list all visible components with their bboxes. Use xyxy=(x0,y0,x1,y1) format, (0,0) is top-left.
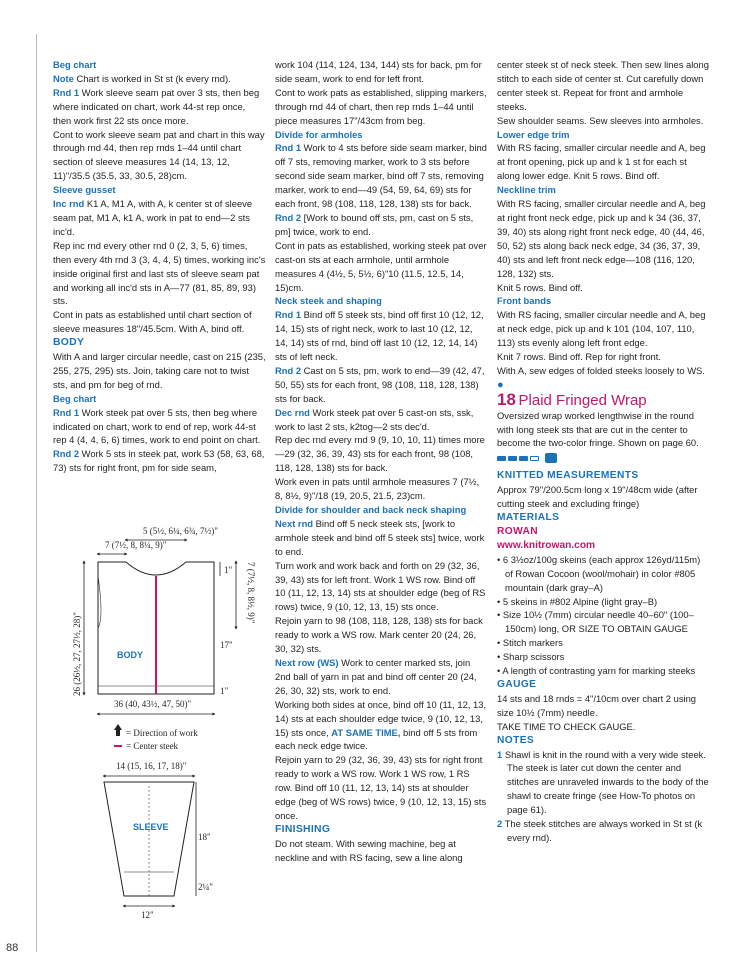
brand-url[interactable]: www.knitrowan.com xyxy=(497,539,596,551)
with-a-text: With A, sew edges of folded steeks loosely to WS. xyxy=(497,364,705,376)
cuff-width-label: 12" xyxy=(141,910,154,920)
finishing-heading: FINISHING xyxy=(275,823,331,835)
turn-paragraph: Turn work and work back and forth on 29 (32, 36, 39, 43) sts for left front. Work 1 WS row. Bind off 10 (11, 12, 13, 14) sts at shoulder edge (beg of RS rows) twice, 9 (10, 12, 13, 15) sts once. xyxy=(275,559,486,613)
rejoin-paragraph: Rejoin yarn to 98 (108, 118, 128, 138) sts for back ready to work a WS row. Mark center 20 (24, 26, 30, 32) sts. xyxy=(275,615,483,655)
cont-top-paragraph: center steek st of neck steek. Then sew lines along stitch to each side of center st. Cut carefully down center steek st. Repeat for front and armhole steeks. xyxy=(497,59,709,112)
rejoin2-paragraph: Rejoin yarn to 29 (32, 36, 39, 43) sts for right front ready to work a WS row. Work 1 WS row, 1 RS row. Bind off 10 (11, 12, 13, 14) sts at shoulder edge (beg of WS rows) twice, 9 (10, 12, 13, 15) sts once. xyxy=(275,754,487,821)
material-item: • Size 10½ (7mm) circular needle 40–60" (100–150cm) long, OR SIZE TO OBTAIN GAUGE xyxy=(497,609,694,635)
neck-width-label: 5 (5½, 6¼, 6¾, 7½)" xyxy=(143,526,218,536)
work-even-paragraph: Work even in pats until armhole measures 7 (7½, 8, 8½, 9)"/18 (19, 20.5, 21.5, 23)cm. xyxy=(275,476,480,502)
brnd2-paragraph xyxy=(53,447,266,475)
both-sides-text-b: bind off 5 sts from each neck edge twice. xyxy=(275,726,478,752)
skill-segment xyxy=(497,456,506,461)
arnd2-paragraph xyxy=(275,211,488,239)
nrnd1-paragraph xyxy=(275,308,488,364)
materials-heading: MATERIALS xyxy=(497,512,560,524)
column-2 xyxy=(275,58,488,865)
gauge-check: TAKE TIME TO CHECK GAUGE. xyxy=(497,720,636,732)
arnd1-text: Work to 4 sts before side seam marker, bind off 7 sts, removing marker, work to 3 sts before second side seam marker, bind off 7 sts, removing marker, work to end—49 (54, 59, 64, 69) sts for each front, 98 (108, 118, 128, 138) sts for back. xyxy=(275,142,487,210)
pattern-title xyxy=(497,389,709,409)
legend-direction: = Direction of work xyxy=(126,728,198,738)
sleeve-label: SLEEVE xyxy=(133,822,169,832)
brnd2-label: Rnd 2 xyxy=(53,448,80,460)
notes-heading: NOTES xyxy=(497,734,535,746)
column-1 xyxy=(53,58,266,475)
end-dot-icon: ● xyxy=(497,378,504,391)
sleeve-length-label: 18" xyxy=(198,832,211,842)
neckline-paragraph: With RS facing, smaller circular needle and A, beg at right front neck edge, pick up and k 34 (36, 37, 39, 40) sts along right front neck edge, 40 (44, 46, 50, 52) sts along back neck edge, 34 (36, 37, 39, 40) sts and left front neck edge—108 (116, 120, 128, 132) sts. xyxy=(497,198,706,279)
pattern-title-text: Plaid Fringed Wrap xyxy=(518,391,647,409)
material-item: • Stitch markers xyxy=(497,637,563,649)
rep-inc-paragraph: Rep inc rnd every other rnd 0 (2, 3, 5, 6) times, then every 4th rnd 3 (3, 4, 4, 5) times, working inc's inside original first and last sts of sleeve seam pat and working all inc'd sts in A—77 (81, 85, 89, 93) sts. xyxy=(53,239,266,307)
skill-segment xyxy=(508,456,517,461)
material-item-text: Size 10½ (7mm) circular needle 40–60" (100–150cm) long, OR SIZE TO OBTAIN GAUGE xyxy=(502,609,694,635)
sleeve-top-label: 14 (15, 16, 17, 18)" xyxy=(116,761,187,771)
skill-segment xyxy=(530,456,539,461)
cuff-length-label: 2¼" xyxy=(198,882,213,892)
direction-arrow-icon xyxy=(114,724,122,736)
lower-edge-paragraph: With RS facing, smaller circular needle and A, beg at front opening, pick up and k 1 st for each st along lower edge. Knit 5 rows. Bind off. xyxy=(497,142,706,182)
beg-chart-heading: Beg chart xyxy=(53,59,97,70)
beg-chart2-heading: Beg chart xyxy=(53,392,97,404)
note-label: Note xyxy=(53,72,74,84)
body-label: BODY xyxy=(117,650,144,660)
brand-name: ROWAN xyxy=(497,526,539,537)
note-item xyxy=(497,817,709,845)
legend-steek: = Center steek xyxy=(126,741,179,751)
armhole-depth-label: 7 (7½, 8, 8½, 9)" xyxy=(246,562,256,624)
body-height-label: 17" xyxy=(220,640,233,650)
page-number: 88 xyxy=(6,942,19,954)
material-item: • 5 skeins in #802 Alpine (light gray–B) xyxy=(497,595,658,607)
material-item: • Sharp scissors xyxy=(497,651,565,663)
cont-pats-paragraph: Cont to work pats as established, slipping markers, through rnd 44 of chart, then rep rnds 1–44 until piece measures 17"/43cm from beg. xyxy=(275,86,487,126)
body-width-label: 36 (40, 43½, 47, 50)" xyxy=(114,699,192,709)
next-rnd-label: Next rnd xyxy=(275,517,314,529)
nrnd2-text: Cast on 5 sts, pm, work to end—39 (42, 47, 50, 55) sts for each front, 98 (108, 118, 128, 138) sts for back. xyxy=(275,364,485,404)
next-rnd-paragraph xyxy=(275,517,488,559)
measurements-heading: KNITTED MEASUREMENTS xyxy=(497,470,639,482)
material-item-text: A length of contrasting yarn for marking steeks xyxy=(502,665,696,677)
dec-text: Work steek pat over 5 cast-on sts, ssk, work to last 2 sts, k2tog—2 sts dec'd. xyxy=(275,406,474,432)
nrnd2-label: Rnd 2 xyxy=(275,364,302,376)
nrnd1-label: Rnd 1 xyxy=(275,309,302,321)
inc-label: Inc rnd xyxy=(53,198,85,210)
rnd1-label: Rnd 1 xyxy=(53,86,80,98)
rnd1-text: Work sleeve seam pat over 3 sts, then beg where indicated on chart, work 44-st rep once, then work first 22 sts once more. xyxy=(53,86,260,126)
material-item: • A length of contrasting yarn for marking steeks xyxy=(497,665,696,677)
skill-level-indicator xyxy=(497,453,709,463)
nrnd1-text: Bind off 5 steek sts, bind off first 10 (12, 12, 14, 15) sts of right neck, work to last 10 (12, 12, 14, 14) sts of rnd, bind off last 10 (12, 12, 14, 14) sts of left neck. xyxy=(275,309,484,363)
rnd1-paragraph xyxy=(53,86,266,128)
material-item-text: Sharp scissors xyxy=(502,651,565,663)
arnd1-label: Rnd 1 xyxy=(275,142,302,154)
arnd2-label: Rnd 2 xyxy=(275,211,302,223)
note-text: Chart is worked in St st (k every rnd). xyxy=(76,72,231,84)
sleeve-gusset-heading: Sleeve gusset xyxy=(53,184,116,196)
neck-heading: Neck steek and shaping xyxy=(275,295,382,307)
arnd2-text: [Work to bound off sts, pm, cast on 5 sts, pm] twice, work to end. xyxy=(275,211,474,237)
front-bands-heading: Front bands xyxy=(497,295,552,307)
cont-pats-paragraph: Cont in pats as established until chart section of sleeve measures 18"/45.5cm. With A, bind off. xyxy=(53,309,252,335)
arnd1-paragraph xyxy=(275,141,488,211)
armholes-heading: Divide for armholes xyxy=(275,128,363,140)
brnd1-paragraph xyxy=(53,406,266,448)
note-text: The steek stitches are always worked in St st (k every rnd). xyxy=(504,818,703,843)
with-a-paragraph xyxy=(497,364,709,393)
note-paragraph xyxy=(53,72,266,86)
lower-edge-heading: Lower edge trim xyxy=(497,128,570,140)
both-sides-text-a: Working both sides at once, bind off 10 (11, 12, 13, 14) sts at each shoulder edge twice, 9 (10, 12, 13, 15) sts once, xyxy=(275,698,487,738)
camera-icon xyxy=(545,453,557,463)
knit7-paragraph: Knit 7 rows. Bind off. Rep for right front. xyxy=(497,351,661,363)
material-item-text: 5 skeins in #802 Alpine (light gray–B) xyxy=(502,595,658,607)
intro-paragraph: Oversized wrap worked lengthwise in the round with long steek sts that are cut in the center to become the two-color fringe. Shown on page 60. xyxy=(497,409,699,449)
material-item: • 6 3½oz/100g skeins (each approx 126yd/115m) of Rowan Cocoon (wool/mohair) in color #805 mountain (dark gray–A) xyxy=(497,553,701,593)
cont-top-paragraph: work 104 (114, 124, 134, 144) sts for back, pm for side seam, work to end for left front. xyxy=(275,59,482,84)
sew-paragraph: Sew shoulder seams. Sew sleeves into armholes. xyxy=(497,114,704,126)
shoulder-heading: Divide for shoulder and back neck shaping xyxy=(275,504,467,515)
note-number: 2 xyxy=(497,818,503,830)
front-bands-paragraph: With RS facing, smaller circular needle and A, beg at neck edge, pick up and k 101 (104, 107, 110, 113) sts evenly along left front edge. xyxy=(497,309,706,349)
body-paragraph: With A and larger circular needle, cast on 215 (235, 255, 275, 295) sts. Join, taking care not to twist sts, and pm for beg of rnd. xyxy=(53,351,266,390)
cont-paragraph: Cont to work sleeve seam pat and chart in this way through rnd 44, then rep rnds 1–44 until chart section of sleeve measures 14 (14, 13, 12, 11)"/35.5 (35.5, 33, 30.5, 28)cm. xyxy=(53,128,265,182)
dec-paragraph xyxy=(275,406,488,434)
nrnd2-paragraph xyxy=(275,364,488,406)
hem-height-label: 1" xyxy=(220,686,229,696)
next-rnd-text: Bind off 5 neck steek sts, [work to armhole steek and bind off 5 steek sts] twice, work to end. xyxy=(275,517,485,557)
inc-paragraph xyxy=(53,197,266,239)
body-heading: BODY xyxy=(53,337,85,349)
dec-label: Dec rnd xyxy=(275,406,310,418)
column-3 xyxy=(497,58,709,845)
next-row-paragraph xyxy=(275,656,488,698)
brnd1-text: Work steek pat over 5 sts, then beg where indicated on chart, work to end of rep, work 44-st rep 4 (4, 4, 6, 6) times, work to end point on chart. xyxy=(53,406,261,446)
total-length-label: 26 (26½, 27, 27½, 28)" xyxy=(72,612,82,696)
shoulder-width-label: 7 (7½, 8, 8¼, 9)" xyxy=(105,540,167,550)
material-item-text: Stitch markers xyxy=(502,637,563,649)
rep-dec-paragraph: Rep dec rnd every rnd 9 (9, 10, 10, 11) times more—29 (32, 36, 39, 43) sts for each front, 98 (108, 118, 128, 138) sts for back. xyxy=(275,434,485,474)
skill-segment xyxy=(519,456,528,461)
gauge-heading: GAUGE xyxy=(497,678,537,690)
knit5-paragraph: Knit 5 rows. Bind off. xyxy=(497,281,583,293)
next-row-label: Next row (WS) xyxy=(275,656,339,668)
inc-text: K1 A, M1 A, with A, k center st of sleeve seam pat, M1 A, k1 A, work in pat to end—2 sts inc'd. xyxy=(53,198,253,237)
schematic-diagram xyxy=(70,518,270,922)
finishing-paragraph: Do not steam. With sewing machine, beg at neckline and with RS facing, sew a line along xyxy=(275,837,463,863)
cont-pats2-paragraph: Cont in pats as established, working steek pat over cast-on sts at each armhole, until armhole measures 4 (4½, 5, 5½, 6)"10 (11.5, 12.5, 14, 15)cm. xyxy=(275,239,487,293)
neckline-heading: Neckline trim xyxy=(497,184,556,196)
gauge-paragraph: 14 sts and 18 rnds = 4"/10cm over chart 2 using size 10½ (7mm) needle. xyxy=(497,692,697,718)
next-row-text: Work to center marked sts, join 2nd ball of yarn in pat and bind off center 20 (24, 26, 30, 32) sts, work to end. xyxy=(275,656,477,696)
left-margin-rule xyxy=(36,34,37,952)
same-time-label: AT SAME TIME, xyxy=(331,726,401,738)
brnd2-text: Work 5 sts in steek pat, work 53 (58, 63, 68, 73) sts for right front, pm for side seam, xyxy=(53,448,265,474)
both-sides-paragraph xyxy=(275,698,488,754)
note-text: Shawl is knit in the round with a very wide steek. The steek is later cut down the center and stitches are unraveled inwards to the body of the shawl to create fringe (see How-To photos on page 61). xyxy=(504,748,709,816)
neck-depth-label: 1" xyxy=(224,565,233,575)
material-item-text: 6 3½oz/100g skeins (each approx 126yd/115m) of Rowan Cocoon (wool/mohair) in color #805 mountain (dark gray–A) xyxy=(502,553,701,593)
note-number: 1 xyxy=(497,748,503,760)
brnd1-label: Rnd 1 xyxy=(53,406,80,418)
measurements-paragraph: Approx 79"/200.5cm long x 19"/48cm wide (after cutting steek and excluding fringe) xyxy=(497,484,698,510)
note-item xyxy=(497,748,709,818)
pattern-number: 18 xyxy=(497,389,516,409)
